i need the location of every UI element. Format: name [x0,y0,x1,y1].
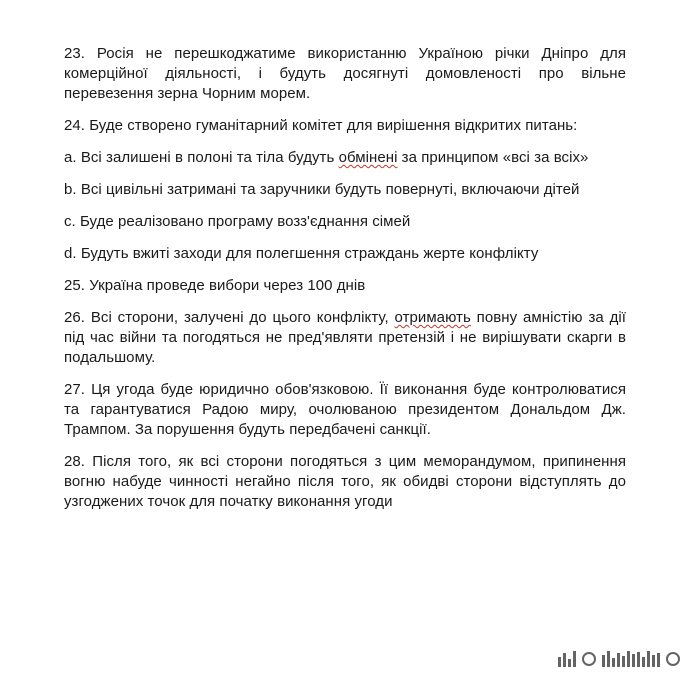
watermark-circle-icon [582,652,596,666]
clause-24-a [64,148,626,168]
watermark-circle-icon [666,652,680,666]
clause-26-text-end: повну амністію за дії під час війни та погодяться не пред'являти претензій і не вирішувати скарги в подальшому. [64,309,626,366]
watermark-bars-icon [602,651,660,667]
clause-25: 25. Україна проведе вибори через 100 днів [64,277,366,294]
spellcheck-flagged-word: обмінені [338,149,398,166]
clause-24-a-text-start: a. Всі залишені в полоні та тіла будуть [64,149,339,166]
clause-23: 23. Росія не перешкоджатиме використанню Україною річки Дніпро для комерційної діяльності, і будуть досягнуті домовленості про вільне перевезення зерна Чорним морем. [64,45,626,102]
clause-27: 27. Ця угода буде юридично обов'язковою. Її виконання буде контролюватися та гарантуватися Радою миру, очолюваною президентом Дональдом Дж. Трампом. За порушення будуть передбачені санкції. [64,381,626,438]
clause-28: 28. Після того, як всі сторони погодяться з цим меморандумом, припинення вогню набуде чинності негайно після того, як обидві сторони відступлять до узгоджених точок для початку виконання угоди [64,453,626,510]
clause-24-c: c. Буде реалізовано програму возз'єднання сімей [64,213,411,230]
clause-24-a-text-end: за принципом «всі за всіх» [397,149,589,166]
clause-26 [64,308,626,368]
spellcheck-flagged-word: отримають [394,309,471,326]
clause-24-d: d. Будуть вжиті заходи для полегшення страждань жерте конфлікту [64,245,539,262]
clause-26-text-start: 26. Всі сторони, залучені до цього конфлікту, [64,309,395,326]
document-body [64,44,626,512]
clause-24: 24. Буде створено гуманітарний комітет для вирішення відкритих питань: [64,117,578,134]
clause-24-b: b. Всі цивільні затримані та заручники будуть повернуті, включаючи дітей [64,181,580,198]
watermark-bars-icon [558,651,576,667]
watermark-logo [558,648,680,670]
